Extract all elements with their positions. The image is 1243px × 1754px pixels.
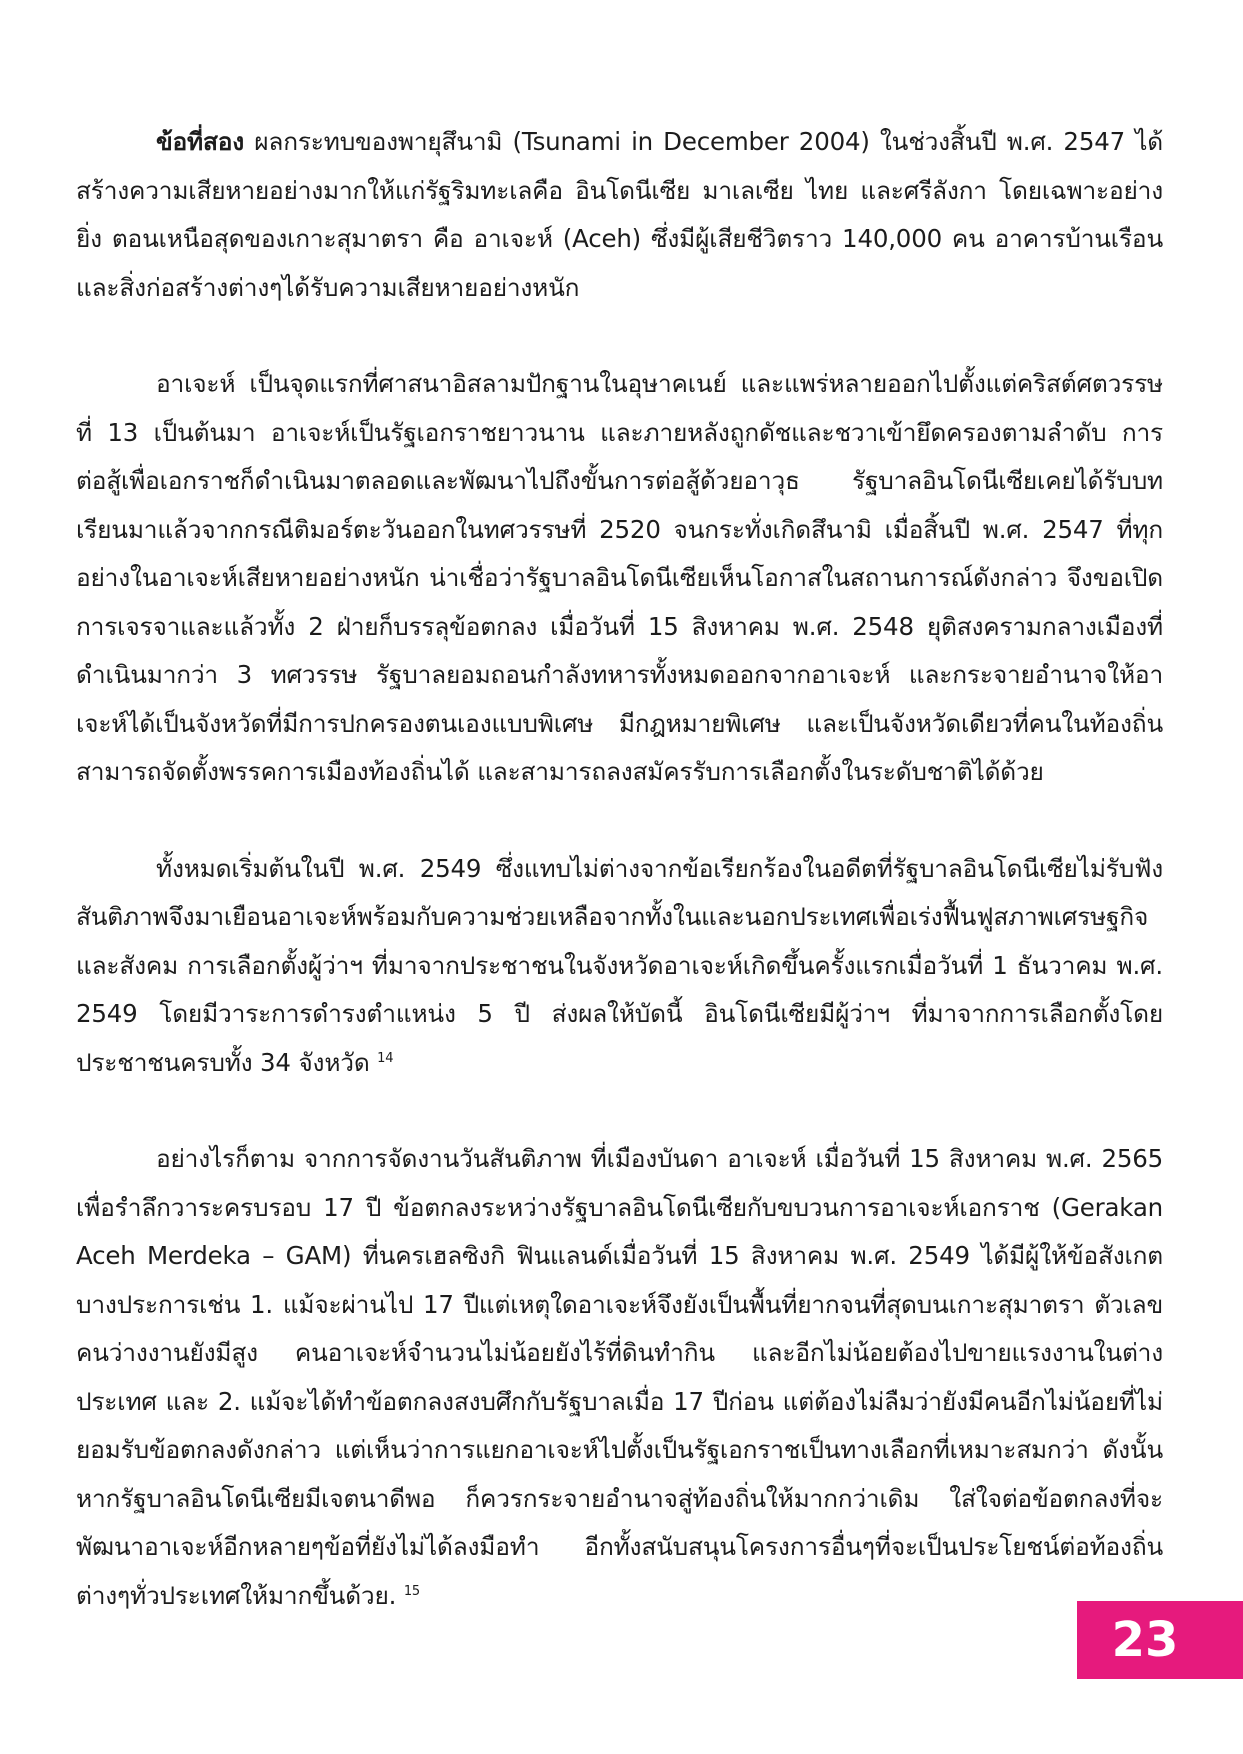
paragraph-2-text: อาเจะห์ เป็นจุดแรกที่ศาสนาอิสลามปักฐานในอุษาคเนย์ และแพร่หลายออกไปตั้งแต่คริสต์ศตวรรษที่ 13 เป็นต้นมา อาเจะห์เป็นรัฐเอกราชยาวนาน และภายหลังถูกดัชและชวาเข้ายึดครองตามลำดับ การต่อสู้เพื่อเอกราชก็ดำเนินมาตลอดและพัฒนาไปถึงขั้นการต่อสู้ด้วยอาวุธ รัฐบาลอินโดนีเซียเคยได้รับบทเรียนมาแล้วจากกรณีติมอร์ตะวันออกในทศวรรษที่ 2520 จนกระทั่งเกิดสึนามิ เมื่อสิ้นปี พ.ศ. 2547 ที่ทุกอย่างในอาเจะห์เสียหายอย่างหนัก น่าเชื่อว่ารัฐบาลอินโดนีเซียเห็นโอกาสในสถานการณ์ดังกล่าว จึงขอเปิดการเจรจาและแล้วทั้ง 2 ฝ่ายก็บรรลุข้อตกลง เมื่อวันที่ 15 สิงหาคม พ.ศ. 2548 ยุติสงครามกลางเมืองที่ดำเนินมากว่า 3 ทศวรรษ รัฐบาลยอมถอนกำลังทหารทั้งหมดออกจากอาเจะห์ และกระจายอำนาจให้อาเจะห์ได้เป็นจังหวัดที่มีการปกครองตนเองแบบพิเศษ มีกฎหมายพิเศษ และเป็นจังหวัดเดียวที่คนในท้องถิ่นสามารถจัดตั้งพรรคการเมืองท้องถิ่นได้ และสามารถลงสมัครรับการเลือกตั้งในระดับชาติได้ด้วย <box>76 369 1163 786</box>
page-number-badge <box>1077 1601 1243 1679</box>
paragraph-4 <box>76 1135 1163 1620</box>
paragraph-2 <box>76 360 1163 797</box>
paragraph-3 <box>76 845 1163 1088</box>
footnote-ref-14[interactable]: 14 <box>377 1050 394 1066</box>
paragraph-1-text: ผลกระทบของพายุสึนามิ (Tsunami in December 2004) ในช่วงสิ้นปี พ.ศ. 2547 ได้สร้างความเสียหายอย่างมากให้แก่รัฐริมทะเลคือ อินโดนีเซีย มาเลเซีย ไทย และศรีลังกา โดยเฉพาะอย่างยิ่ง ตอนเหนือสุดของเกาะสุมาตรา คือ อาเจะห์ (Aceh) ซึ่งมีผู้เสียชีวิตราว 140,000 คน อาคารบ้านเรือนและสิ่งก่อสร้างต่างๆได้รับความเสียหายอย่างหนัก <box>76 127 1163 302</box>
paragraph-1-lead: ข้อที่สอง <box>156 127 245 156</box>
page-number: 23 <box>1111 1612 1179 1668</box>
paragraph-1 <box>76 118 1163 312</box>
document-body <box>76 118 1163 1668</box>
paragraph-3-text: ทั้งหมดเริ่มต้นในปี พ.ศ. 2549 ซึ่งแทบไม่ต่างจากข้อเรียกร้องในอดีตที่รัฐบาลอินโดนีเซียไม่รับฟังสันติภาพจึงมาเยือนอาเจะห์พร้อมกับความช่วยเหลือจากทั้งในและนอกประเทศเพื่อเร่งฟื้นฟูสภาพเศรษฐกิจและสังคม การเลือกตั้งผู้ว่าฯ ที่มาจากประชาชนในจังหวัดอาเจะห์เกิดขึ้นครั้งแรกเมื่อวันที่ 1 ธันวาคม พ.ศ. 2549 โดยมีวาระการดำรงตำแหน่ง 5 ปี ส่งผลให้บัดนี้ อินโดนีเซียมีผู้ว่าฯ ที่มาจากการเลือกตั้งโดยประชาชนครบทั้ง 34 จังหวัด <box>76 853 1163 1077</box>
footnote-ref-15[interactable]: 15 <box>403 1583 420 1599</box>
paragraph-4-text: อย่างไรก็ตาม จากการจัดงานวันสันติภาพ ที่เมืองบันดา อาเจะห์ เมื่อวันที่ 15 สิงหาคม พ.ศ. 2565 เพื่อรำลึกวาระครบรอบ 17 ปี ข้อตกลงระหว่างรัฐบาลอินโดนีเซียกับขบวนการอาเจะห์เอกราช (Gerakan Aceh Merdeka – GAM) ที่นครเฮลซิงกิ ฟินแลนด์เมื่อวันที่ 15 สิงหาคม พ.ศ. 2549 ได้มีผู้ให้ข้อสังเกตบางประการเช่น 1. แม้จะผ่านไป 17 ปีแต่เหตุใดอาเจะห์จึงยังเป็นพื้นที่ยากจนที่สุดบนเกาะสุมาตรา ตัวเลขคนว่างงานยังมีสูง คนอาเจะห์จำนวนไม่น้อยยังไร้ที่ดินทำกิน และอีกไม่น้อยต้องไปขายแรงงานในต่างประเทศ และ 2. แม้จะได้ทำข้อตกลงสงบศึกกับรัฐบาลเมื่อ 17 ปีก่อน แต่ต้องไม่ลืมว่ายังมีคนอีกไม่น้อยที่ไม่ยอมรับข้อตกลงดังกล่าว แต่เห็นว่าการแยกอาเจะห์ไปตั้งเป็นรัฐเอกราชเป็นทางเลือกที่เหมาะสมกว่า ดังนั้น หากรัฐบาลอินโดนีเซียมีเจตนาดีพอ ก็ควรกระจายอำนาจสู่ท้องถิ่นให้มากกว่าเดิม ใส่ใจต่อข้อตกลงที่จะพัฒนาอาเจะห์อีกหลายๆข้อที่ยังไม่ได้ลงมือทำ อีกทั้งสนับสนุนโครงการอื่นๆที่จะเป็นประโยชน์ต่อท้องถิ่นต่างๆทั่วประเทศให้มากขึ้นด้วย. <box>76 1144 1163 1610</box>
